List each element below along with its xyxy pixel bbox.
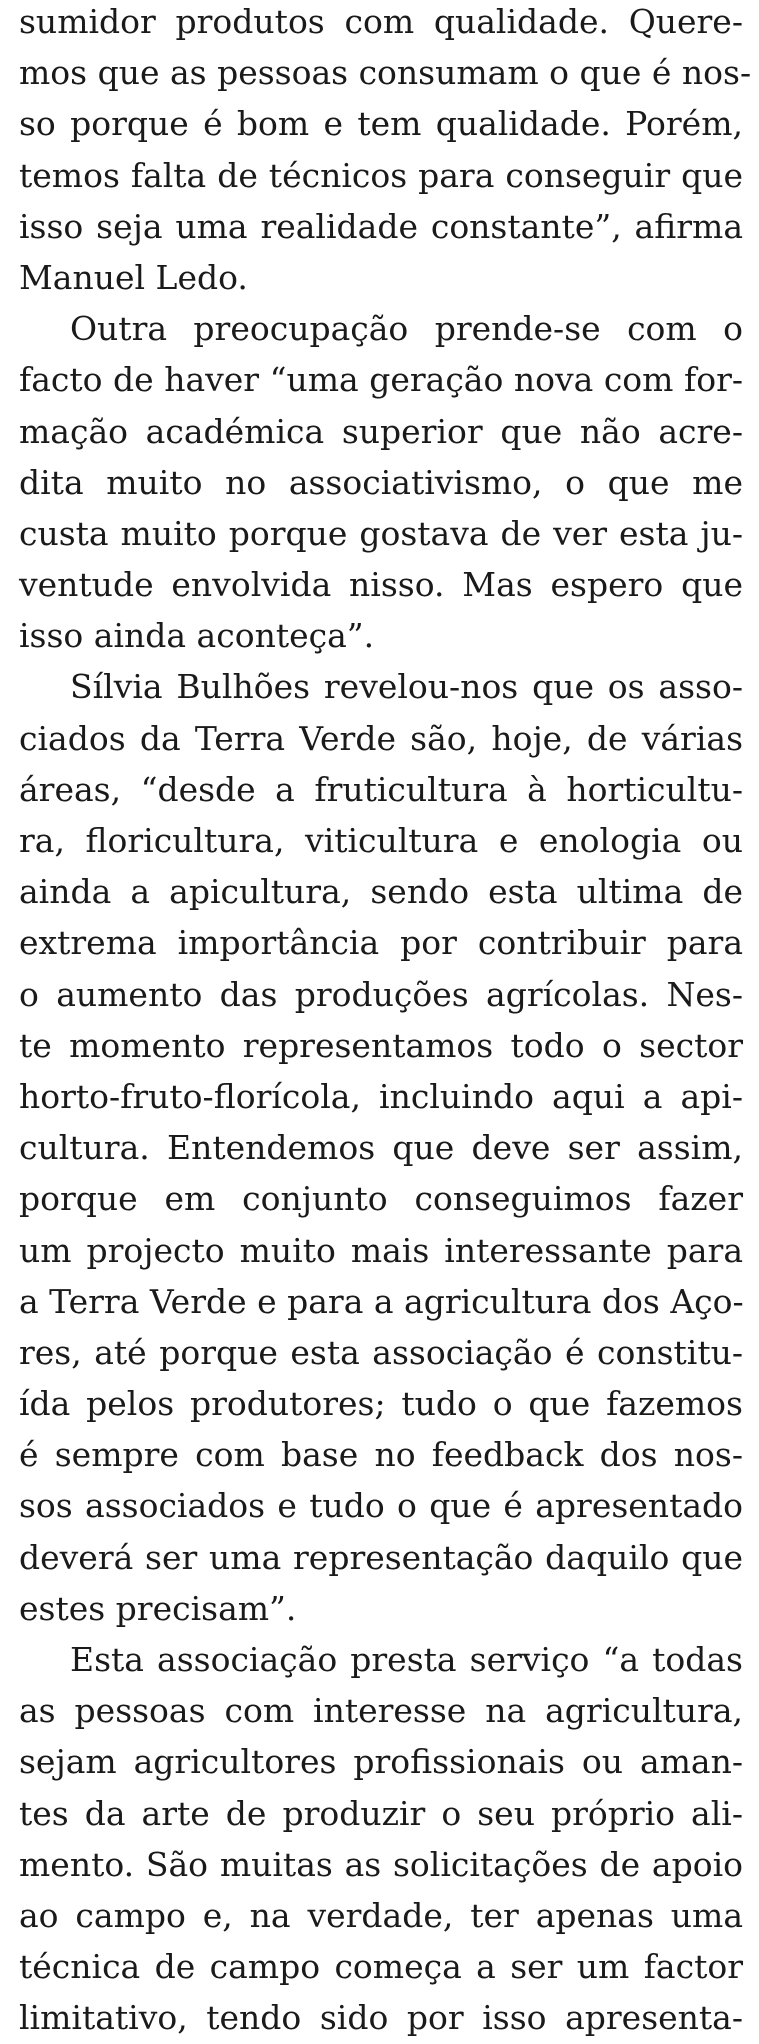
text-line: ao campo e, na verdade, ter apenas uma [19, 1895, 743, 1935]
text-line: ra, floricultura, viticultura e enologia ou [19, 821, 743, 860]
article-paragraph [19, 303, 743, 661]
text-line: Esta associação presta serviço “a todas [70, 1640, 743, 1679]
text-line: sumidor produtos com qualidade. Quere- [19, 2, 743, 41]
text-line: mento. São muitas as solicitações de apoio [19, 1844, 743, 1884]
article-paragraph [19, 0, 752, 303]
text-line: as pessoas com interesse na agricultura, [19, 1691, 743, 1731]
text-line: estes precisam”. [19, 1588, 297, 1628]
text-line: res, até porque esta associação é constitu- [19, 1332, 743, 1372]
text-line: porque em conjunto conseguimos fazer [19, 1179, 743, 1219]
text-line: técnica de campo começa a ser um factor [19, 1947, 743, 1987]
text-line: isso ainda aconteça”. [19, 616, 375, 656]
text-line: facto de haver “uma geração nova com for- [19, 360, 743, 400]
text-line: cultura. Entendemos que deve ser assim, [19, 1128, 743, 1168]
text-line: isso seja uma realidade constante”, afirma [19, 206, 743, 246]
text-line: te momento representamos todo o sector [19, 1025, 743, 1065]
text-line: Sílvia Bulhões revelou-nos que os asso- [70, 667, 743, 707]
text-line: ciados da Terra Verde são, hoje, de várias [19, 718, 743, 758]
text-line: mos que as pessoas consumam o que é nos- [19, 53, 752, 93]
text-line: mação académica superior que não acre- [19, 411, 743, 451]
article-paragraph [19, 1634, 743, 2044]
text-line: limitativo, tendo sido por isso apresenta- [19, 1998, 743, 2038]
article-column [19, 0, 752, 2044]
text-line: a Terra Verde e para a agricultura dos Aço- [19, 1281, 744, 1321]
article-paragraph [19, 661, 743, 1634]
text-line: áreas, “desde a fruticultura à horticultu- [19, 769, 743, 809]
text-line: deverá ser uma representação daquilo que [19, 1537, 743, 1577]
text-line: temos falta de técnicos para conseguir que [19, 155, 743, 195]
text-line: extrema importância por contribuir para [19, 923, 743, 963]
text-line: horto-fruto-florícola, incluindo aqui a api- [19, 1076, 743, 1116]
text-line: um projecto muito mais interessante para [19, 1230, 743, 1270]
text-line: ída pelos produtores; tudo o que fazemos [19, 1384, 743, 1424]
text-line: ainda a apicultura, sendo esta ultima de [19, 872, 743, 912]
text-line: é sempre com base no feedback dos nos- [19, 1435, 743, 1475]
text-line: o aumento das produções agrícolas. Nes- [19, 974, 743, 1014]
text-line: Outra preocupação prende-se com o [70, 309, 743, 349]
text-line: tes da arte de produzir o seu próprio ali- [19, 1793, 743, 1833]
text-line: sejam agricultores profissionais ou aman- [19, 1742, 743, 1782]
text-line: custa muito porque gostava de ver esta ju- [19, 513, 743, 553]
text-line: ventude envolvida nisso. Mas espero que [19, 565, 743, 605]
text-line: Manuel Ledo. [19, 257, 248, 297]
text-line: dita muito no associativismo, o que me [19, 462, 743, 502]
text-line: sos associados e tudo o que é apresentado [19, 1486, 743, 1526]
text-line: so porque é bom e tem qualidade. Porém, [19, 104, 743, 144]
